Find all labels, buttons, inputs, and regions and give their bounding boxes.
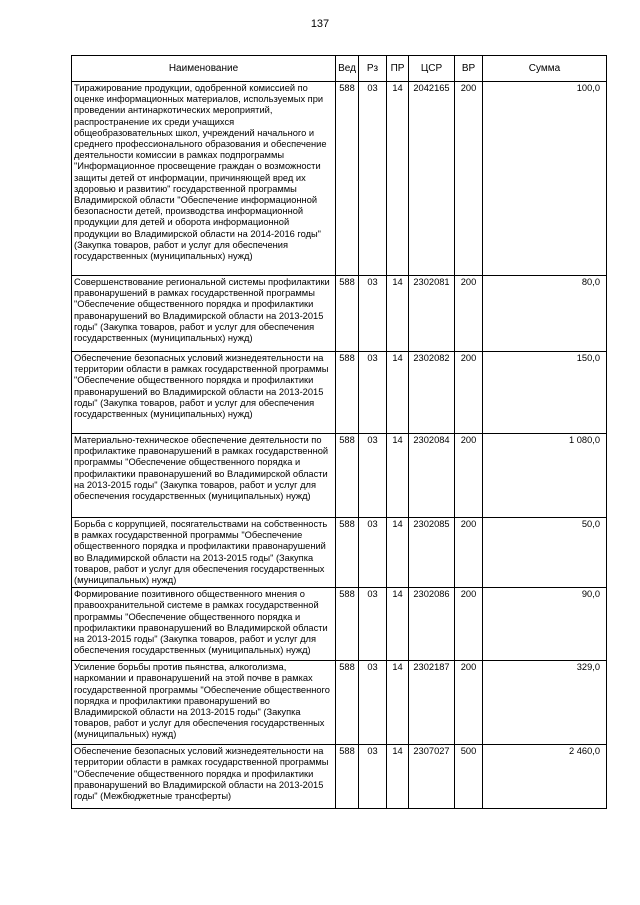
table-row	[72, 588, 607, 661]
row-vr: 200	[455, 276, 483, 352]
row-pr: 14	[387, 82, 409, 276]
budget-table	[71, 55, 607, 809]
row-rz: 03	[359, 434, 387, 518]
row-vr: 200	[455, 518, 483, 588]
row-pr: 14	[387, 745, 409, 809]
row-sum: 90,0	[483, 588, 607, 661]
row-name: Усиление борьбы против пьянства, алкоголизма, наркомании и правонарушений на этой почве в рамках государственной программы "Обеспечение общественного порядка и профилактики правонарушений во Владимирской области на 2013-2015 годы" (Закупка товаров, работ и услуг для обеспечения государственных (муниципальных) нужд)	[72, 661, 336, 745]
row-name: Формирование позитивного общественного мнения о правоохранительной системе в рамках государственной программы "Обеспечение общественного порядка и профилактики правонарушений во Владимирской области на 2013-2015 годы" (Закупка товаров, работ и услуг для обеспечения государственных (муниципальных) нужд)	[72, 588, 336, 661]
row-pr: 14	[387, 352, 409, 434]
row-sum: 2 460,0	[483, 745, 607, 809]
row-pr: 14	[387, 518, 409, 588]
table-row	[72, 745, 607, 809]
row-sum: 80,0	[483, 276, 607, 352]
header-sum: Сумма	[483, 56, 607, 82]
table-row	[72, 276, 607, 352]
row-ved: 588	[336, 434, 359, 518]
row-vr: 200	[455, 82, 483, 276]
row-pr: 14	[387, 661, 409, 745]
header-rz: Рз	[359, 56, 387, 82]
header-name: Наименование	[72, 56, 336, 82]
header-vr: ВР	[455, 56, 483, 82]
row-vr: 200	[455, 661, 483, 745]
row-csr: 2307027	[409, 745, 455, 809]
row-vr: 200	[455, 434, 483, 518]
row-ved: 588	[336, 82, 359, 276]
row-name: Совершенствование региональной системы профилактики правонарушений в рамках государственной программы "Обеспечение общественного порядка и профилактики правонарушений во Владимирской области на 2013-2015 годы" (Закупка товаров, работ и услуг для обеспечения государственных (муниципальных) нужд)	[72, 276, 336, 352]
row-csr: 2042165	[409, 82, 455, 276]
row-name: Обеспечение безопасных условий жизнедеятельности на территории области в рамках государственной программы "Обеспечение общественного порядка и профилактики правонарушений во Владимирской области на 2013-2015 годы" (Межбюджетные трансферты)	[72, 745, 336, 809]
row-name: Борьба с коррупцией, посягательствами на собственность в рамках государственной программы "Обеспечение общественного порядка и профилактики правонарушений во Владимирской области на 2013-2015 годы" (Закупка товаров, работ и услуг для обеспечения государственных (муниципальных) нужд)	[72, 518, 336, 588]
header-pr: ПР	[387, 56, 409, 82]
row-csr: 2302081	[409, 276, 455, 352]
table-row	[72, 82, 607, 276]
row-csr: 2302187	[409, 661, 455, 745]
row-ved: 588	[336, 745, 359, 809]
row-csr: 2302086	[409, 588, 455, 661]
row-csr: 2302084	[409, 434, 455, 518]
row-ved: 588	[336, 352, 359, 434]
row-ved: 588	[336, 661, 359, 745]
row-pr: 14	[387, 434, 409, 518]
row-sum: 150,0	[483, 352, 607, 434]
table-header-row	[72, 56, 607, 82]
row-name: Обеспечение безопасных условий жизнедеятельности на территории области в рамках государственной программы "Обеспечение общественного порядка и профилактики правонарушений во Владимирской области на 2013-2015 годы" (Закупка товаров, работ и услуг для обеспечения государственных (муниципальных) нужд)	[72, 352, 336, 434]
row-pr: 14	[387, 588, 409, 661]
table-row	[72, 518, 607, 588]
table-row	[72, 434, 607, 518]
row-sum: 50,0	[483, 518, 607, 588]
row-csr: 2302082	[409, 352, 455, 434]
row-pr: 14	[387, 276, 409, 352]
row-rz: 03	[359, 352, 387, 434]
header-csr: ЦСР	[409, 56, 455, 82]
row-rz: 03	[359, 276, 387, 352]
row-ved: 588	[336, 588, 359, 661]
row-sum: 329,0	[483, 661, 607, 745]
row-name: Материально-техническое обеспечение деятельности по профилактике правонарушений в рамках государственной программы "Обеспечение общественного порядка и профилактики правонарушений во Владимирской области на 2013-2015 годы" (Закупка товаров, работ и услуг для обеспечения государственных (муниципальных) нужд)	[72, 434, 336, 518]
row-sum: 1 080,0	[483, 434, 607, 518]
row-rz: 03	[359, 518, 387, 588]
row-name: Тиражирование продукции, одобренной комиссией по оценке информационных материалов, используемых при проведении антинаркотических мероприятий, распространение их среди учащихся общеобразовательных школ, учреждений начального и среднего профессионального образования и обеспечение деятельности комиссии в рамках подпрограммы "Информационное просвещение граждан о возможности защиты детей от информации, причиняющей вред их здоровью и развитию" государственной программы Владимирской области "Обеспечение информационной безопасности детей, производства информационной продукции для детей и оборота информационной продукции во Владимирской области на 2014-2016 годы" (Закупка товаров, работ и услуг для обеспечения государственных (муниципальных) нужд)	[72, 82, 336, 276]
table-row	[72, 352, 607, 434]
page-number: 137	[310, 18, 330, 30]
row-vr: 200	[455, 588, 483, 661]
row-rz: 03	[359, 745, 387, 809]
header-ved: Вед	[336, 56, 359, 82]
row-csr: 2302085	[409, 518, 455, 588]
row-rz: 03	[359, 588, 387, 661]
table-row	[72, 661, 607, 745]
row-ved: 588	[336, 518, 359, 588]
row-rz: 03	[359, 661, 387, 745]
row-rz: 03	[359, 82, 387, 276]
row-vr: 200	[455, 352, 483, 434]
row-ved: 588	[336, 276, 359, 352]
row-vr: 500	[455, 745, 483, 809]
row-sum: 100,0	[483, 82, 607, 276]
